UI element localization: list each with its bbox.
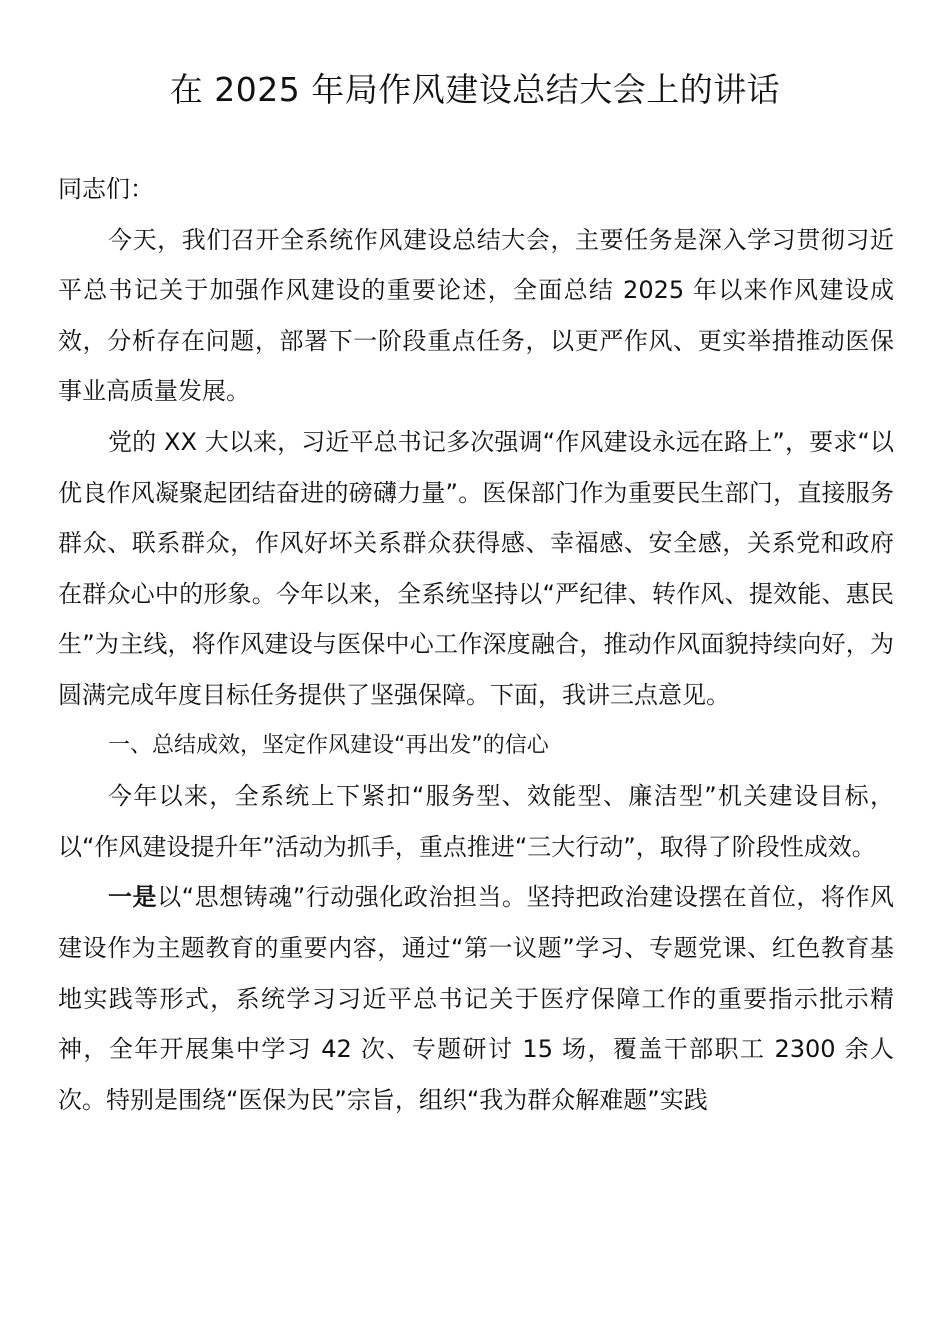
- document-body: [58, 164, 894, 1125]
- point-one-text: 以“思想铸魂”行动强化政治担当。坚持把政治建设摆在首位，将作风建设作为主题教育的重要内容，通过“第一议题”学习、专题党课、红色教育基地实践等形式，系统学习习近平总书记关于医疗保障工作的重要指示批示精神，全年开展集中学习 42 次、专题研讨 15 场，覆盖干部职工 2300 余人次。特别是围绕“医保为民”宗旨，组织“我为群众解难题”实践: [58, 883, 894, 1114]
- point-one-paragraph: [58, 872, 894, 1125]
- point-one-lead: 一是: [108, 883, 158, 912]
- salutation: 同志们：: [58, 175, 154, 203]
- section-heading: 一、总结成效，坚定作风建设“再出发”的信心: [108, 732, 549, 758]
- paragraph-background: 党的 XX 大以来，习近平总书记多次强调“作风建设永远在路上”，要求“以优良作风凝聚起团结奋进的磅礴力量”。医保部门作为重要民生部门，直接服务群众、联系群众，作风好坏关系群众获得感、幸福感、安全感，关系党和政府在群众心中的形象。今年以来，全系统坚持以“严纪律、转作风、提效能、惠民生”为主线，将作风建设与医保中心工作深度融合，推动作风面貌持续向好，为圆满完成年度目标任务提供了坚强保障。下面，我讲三点意见。: [58, 427, 894, 709]
- document-title: 在 2025 年局作风建设总结大会上的讲话: [169, 70, 781, 109]
- section-intro: 今年以来，全系统上下紧扣“服务型、效能型、廉洁型”机关建设目标，以“作风建设提升年”活动为抓手，重点推进“三大行动”，取得了阶段性成效。: [58, 782, 894, 861]
- paragraph-opening: 今天，我们召开全系统作风建设总结大会，主要任务是深入学习贯彻习近平总书记关于加强作风建设的重要论述，全面总结 2025 年以来作风建设成效，分析存在问题，部署下一阶段重点任务，以更严作风、更实举措推动医保事业高质量发展。: [58, 225, 894, 406]
